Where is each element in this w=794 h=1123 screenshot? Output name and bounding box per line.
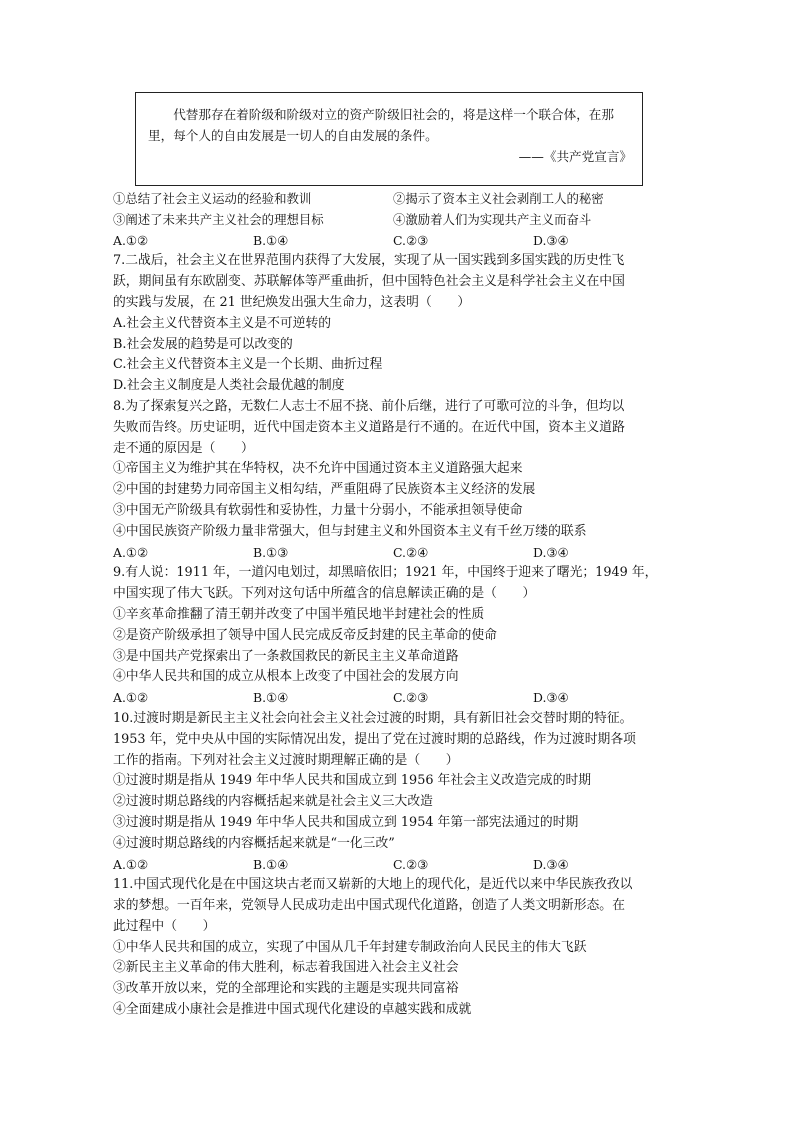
question-stem: 10.过渡时期是新民主主义社会向社会主义社会过渡的时期，具有新旧社会交替时期的特征。 [113,710,633,726]
option-b[interactable]: B.①④ [253,690,289,706]
exam-page [113,92,683,1021]
statement: ③是中国共产党探索出了一条救国救民的新民主主义革命道路 [113,648,459,664]
choice-a[interactable]: A.社会主义代替资本主义是不可逆转的 [113,315,332,331]
question-stem: 此过程中（ ） [113,918,216,934]
statement-row [113,189,683,210]
question-stem: 9.有人说：1911 年，一道闪电划过，却黑暗依旧；1921 年，中国终于迎来了曙光；1949 年， [113,565,658,581]
statement: ④激励着人们为实现共产主义而奋斗 [393,211,592,227]
statement: ①总结了社会主义运动的经验和教训 [113,191,312,206]
option-c[interactable]: C.②③ [393,232,429,248]
option-c[interactable]: C.②③ [393,856,429,872]
quote-source: ——《共产党宣言》 [518,149,632,164]
option-a[interactable]: A.①② [113,544,149,560]
option-d[interactable]: D.③④ [533,690,569,706]
choice-c[interactable]: C.社会主义代替资本主义是一个长期、曲折过程 [113,357,383,373]
question-stem: 求的梦想。一百年来，党领导人民成功走出中国式现代化道路，创造了人类文明新形态。在 [113,898,625,914]
option-c[interactable]: C.②③ [393,690,429,706]
question-stem: 工作的指南。下列对社会主义过渡时期理解正确的是（ ） [113,752,459,768]
answer-options [113,688,683,709]
question-stem: 7.二战后，社会主义在世界范围内获得了大发展，实现了从一国实践到多国实践的历史性飞 [113,253,625,269]
question-stem: 中国实现了伟大飞跃。下列对这句话中所蕴含的信息解读正确的是（ ） [113,586,536,602]
question-stem: 8.为了探索复兴之路，无数仁人志士不屈不挠、前仆后继，进行了可歌可泣的斗争，但均以 [113,398,625,414]
option-b[interactable]: B.①④ [253,856,289,872]
statement: ③改革开放以来，党的全部理论和实践的主题是实现共同富裕 [113,981,459,997]
statement: ①辛亥革命推翻了清王朝并改变了中国半殖民地半封建社会的性质 [113,606,485,622]
statement: ②过渡时期总路线的内容概括起来就是社会主义三大改造 [113,794,433,810]
quote-text: 代替那存在着阶级和阶级对立的资产阶级旧社会的，将是这样一个联合体，在那里，每个人的自由发展是一切人的自由发展的条件。 [148,107,614,143]
question-10 [113,709,683,875]
answer-options [113,543,683,564]
statement-row [113,210,683,231]
option-a[interactable]: A.①② [113,690,149,706]
choice-d[interactable]: D.社会主义制度是人类社会最优越的制度 [113,378,345,394]
statement: ③中国无产阶级具有软弱性和妥协性，力量十分弱小，不能承担领导使命 [113,502,523,518]
statement: ④中华人民共和国的成立从根本上改变了中国社会的发展方向 [113,669,459,685]
question-stem: 失败而告终。历史证明，近代中国走资本主义道路是行不通的。在近代中国，资本主义道路 [113,419,625,435]
option-a[interactable]: A.①② [113,856,149,872]
answer-options [113,231,683,252]
statement: ④中国民族资产阶级力量非常强大，但与封建主义和外国资本主义有千丝万缕的联系 [113,523,587,539]
option-d[interactable]: D.③④ [533,544,569,560]
statement: ①帝国主义为维护其在华特权，决不允许中国通过资本主义道路强大起来 [113,461,523,477]
statement: ②是资产阶级承担了领导中国人民完成反帝反封建的民主革命的使命 [113,627,497,643]
statement: ②揭示了资本主义社会剥削工人的秘密 [393,191,604,206]
question-9 [113,563,683,709]
question-7 [113,251,683,397]
question-stem: 跃，期间虽有东欧剧变、苏联解体等严重曲折，但中国特色社会主义是科学社会主义在中国 [113,274,625,290]
question-stem: 的实践与发展，在 21 世纪焕发出强大生命力，这表明（ ） [113,294,471,310]
quote-box [135,92,643,186]
question-11 [113,875,683,1021]
answer-options [113,855,683,876]
option-c[interactable]: C.②④ [393,544,429,560]
question-6 [113,189,683,251]
option-a[interactable]: A.①② [113,232,149,248]
choice-b[interactable]: B.社会发展的趋势是可以改变的 [113,336,293,352]
question-stem: 11.中国式现代化是在中国这块古老而又崭新的大地上的现代化，是近代以来中华民族孜孜以 [113,877,633,893]
question-8 [113,397,683,563]
statement: ①过渡时期是指从 1949 年中华人民共和国成立到 1956 年社会主义改造完成的时期 [113,773,592,789]
option-d[interactable]: D.③④ [533,232,569,248]
statement: ④过渡时期总路线的内容概括起来就是“一化三改” [113,835,395,851]
statement: ②新民主主义革命的伟大胜利，标志着我国进入社会主义社会 [113,960,459,976]
statement: ①中华人民共和国的成立，实现了中国从几千年封建专制政治向人民民主的伟大飞跃 [113,939,587,955]
option-d[interactable]: D.③④ [533,856,569,872]
option-b[interactable]: B.①④ [253,232,289,248]
option-b[interactable]: B.①③ [253,544,289,560]
statement: ④全面建成小康社会是推进中国式现代化建设的卓越实践和成就 [113,1002,472,1018]
question-stem: 走不通的原因是（ ） [113,440,254,456]
statement: ③过渡时期是指从 1949 年中华人民共和国成立到 1954 年第一部宪法通过的时期 [113,814,579,830]
statement: ③阐述了未来共产主义社会的理想目标 [113,211,324,227]
question-stem: 1953 年，党中央从中国的实际情况出发，提出了党在过渡时期的总路线，作为过渡时期各项 [113,731,636,747]
statement: ②中国的封建势力同帝国主义相勾结，严重阻碍了民族资本主义经济的发展 [113,482,536,498]
